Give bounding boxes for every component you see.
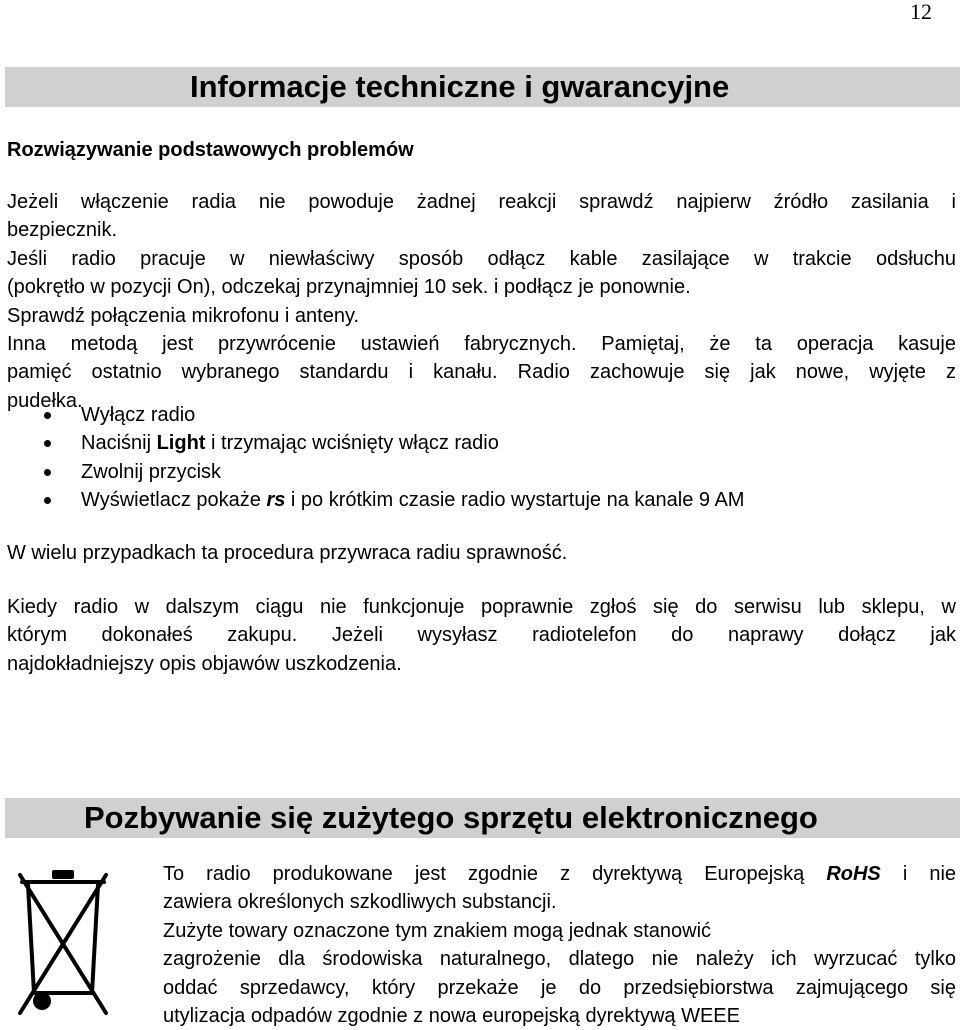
list-item-text: Wyświetlacz pokaże [81, 489, 267, 512]
paragraph-line [163, 860, 956, 888]
paragraph-line: (pokrętło w pozycji On), odczekaj przynajmniej 10 sek. i podłącz je ponownie. [7, 276, 691, 299]
paragraph-service [7, 593, 956, 678]
list-item [0, 458, 744, 486]
list-item [0, 486, 744, 514]
paragraph-power-check [7, 188, 956, 415]
reset-steps-list [0, 401, 744, 515]
paragraph-line: pudełka. [7, 389, 83, 412]
bullet-icon [44, 440, 51, 447]
list-item-text: i trzymając wciśnięty włącz radio [205, 432, 499, 455]
paragraph-line: Jeżeli włączenie radia nie powoduje żadnej reakcji sprawdź najpierw źródło zasilania i [7, 191, 956, 213]
list-item-bold: rs [266, 489, 286, 512]
rohs-bold: RoHS [826, 863, 881, 885]
list-item-bold: Light [156, 432, 206, 455]
paragraph-text: i nie [880, 863, 957, 885]
paragraph-line: Sprawdź połączenia mikrofonu i anteny. [7, 304, 360, 327]
paragraph-procedure-note [7, 539, 956, 567]
paragraph-line: W wielu przypadkach ta procedura przywraca radiu sprawność. [7, 542, 568, 564]
crossed-out-wheelie-bin-icon [14, 865, 112, 1025]
section1-title: Informacje techniczne i gwarancyjne [190, 69, 730, 104]
list-item-text: Zwolnij przycisk [81, 460, 222, 483]
list-item-text: i po krótkim czasie radio wystartuje na kanale 9 AM [285, 489, 745, 512]
paragraph-disposal [163, 860, 956, 1030]
section2-title: Pozbywanie się zużytego sprzętu elektronicznego [84, 800, 818, 835]
paragraph-line: zagrożenie dla środowiska naturalnego, dlatego nie należy ich wyrzucać tylko [163, 948, 956, 971]
bullet-icon [44, 497, 51, 504]
list-item-text: Naciśnij [81, 432, 157, 455]
list-item [0, 401, 744, 429]
paragraph-line: bezpiecznik. [7, 219, 118, 242]
bullet-icon [44, 412, 51, 419]
paragraph-line: Kiedy radio w dalszym ciągu nie funkcjonuje poprawnie zgłoś się do serwisu lub sklepu, w [7, 596, 956, 618]
paragraph-line: Zużyte towary oznaczone tym znakiem mogą jednak stanowić [163, 919, 712, 942]
page-number: 12 [910, 0, 932, 24]
bullet-icon [44, 469, 51, 476]
list-item-text: Wyłącz radio [81, 404, 196, 426]
list-item [0, 429, 744, 457]
paragraph-line: którym dokonałeś zakupu. Jeżeli wysyłasz radiotelefon do naprawy dołącz jak [7, 624, 956, 647]
paragraph-line: Jeśli radio pracuje w niewłaściwy sposób odłącz kable zasilające w trakcie odsłuchu [7, 247, 956, 270]
paragraph-line: zawiera określonych szkodliwych substancji. [163, 891, 557, 914]
paragraph-line: Inna metodą jest przywrócenie ustawień fabrycznych. Pamiętaj, że ta operacja kasuje [7, 333, 956, 356]
section1-subtitle: Rozwiązywanie podstawowych problemów [7, 139, 414, 161]
paragraph-line: oddać sprzedawcy, który przekaże je do przedsiębiorstwa zajmującego się [163, 976, 956, 999]
paragraph-line: najdokładniejszy opis objawów uszkodzenia. [7, 652, 402, 675]
paragraph-line: pamięć ostatnio wybranego standardu i kanału. Radio zachowuje się jak nowe, wyjęte z [7, 361, 956, 384]
paragraph-line: utylizacja odpadów zgodnie z nowa europejską dyrektywą WEEE [163, 1005, 740, 1028]
paragraph-text: To radio produkowane jest zgodnie z dyrektywą Europejską [163, 863, 827, 885]
